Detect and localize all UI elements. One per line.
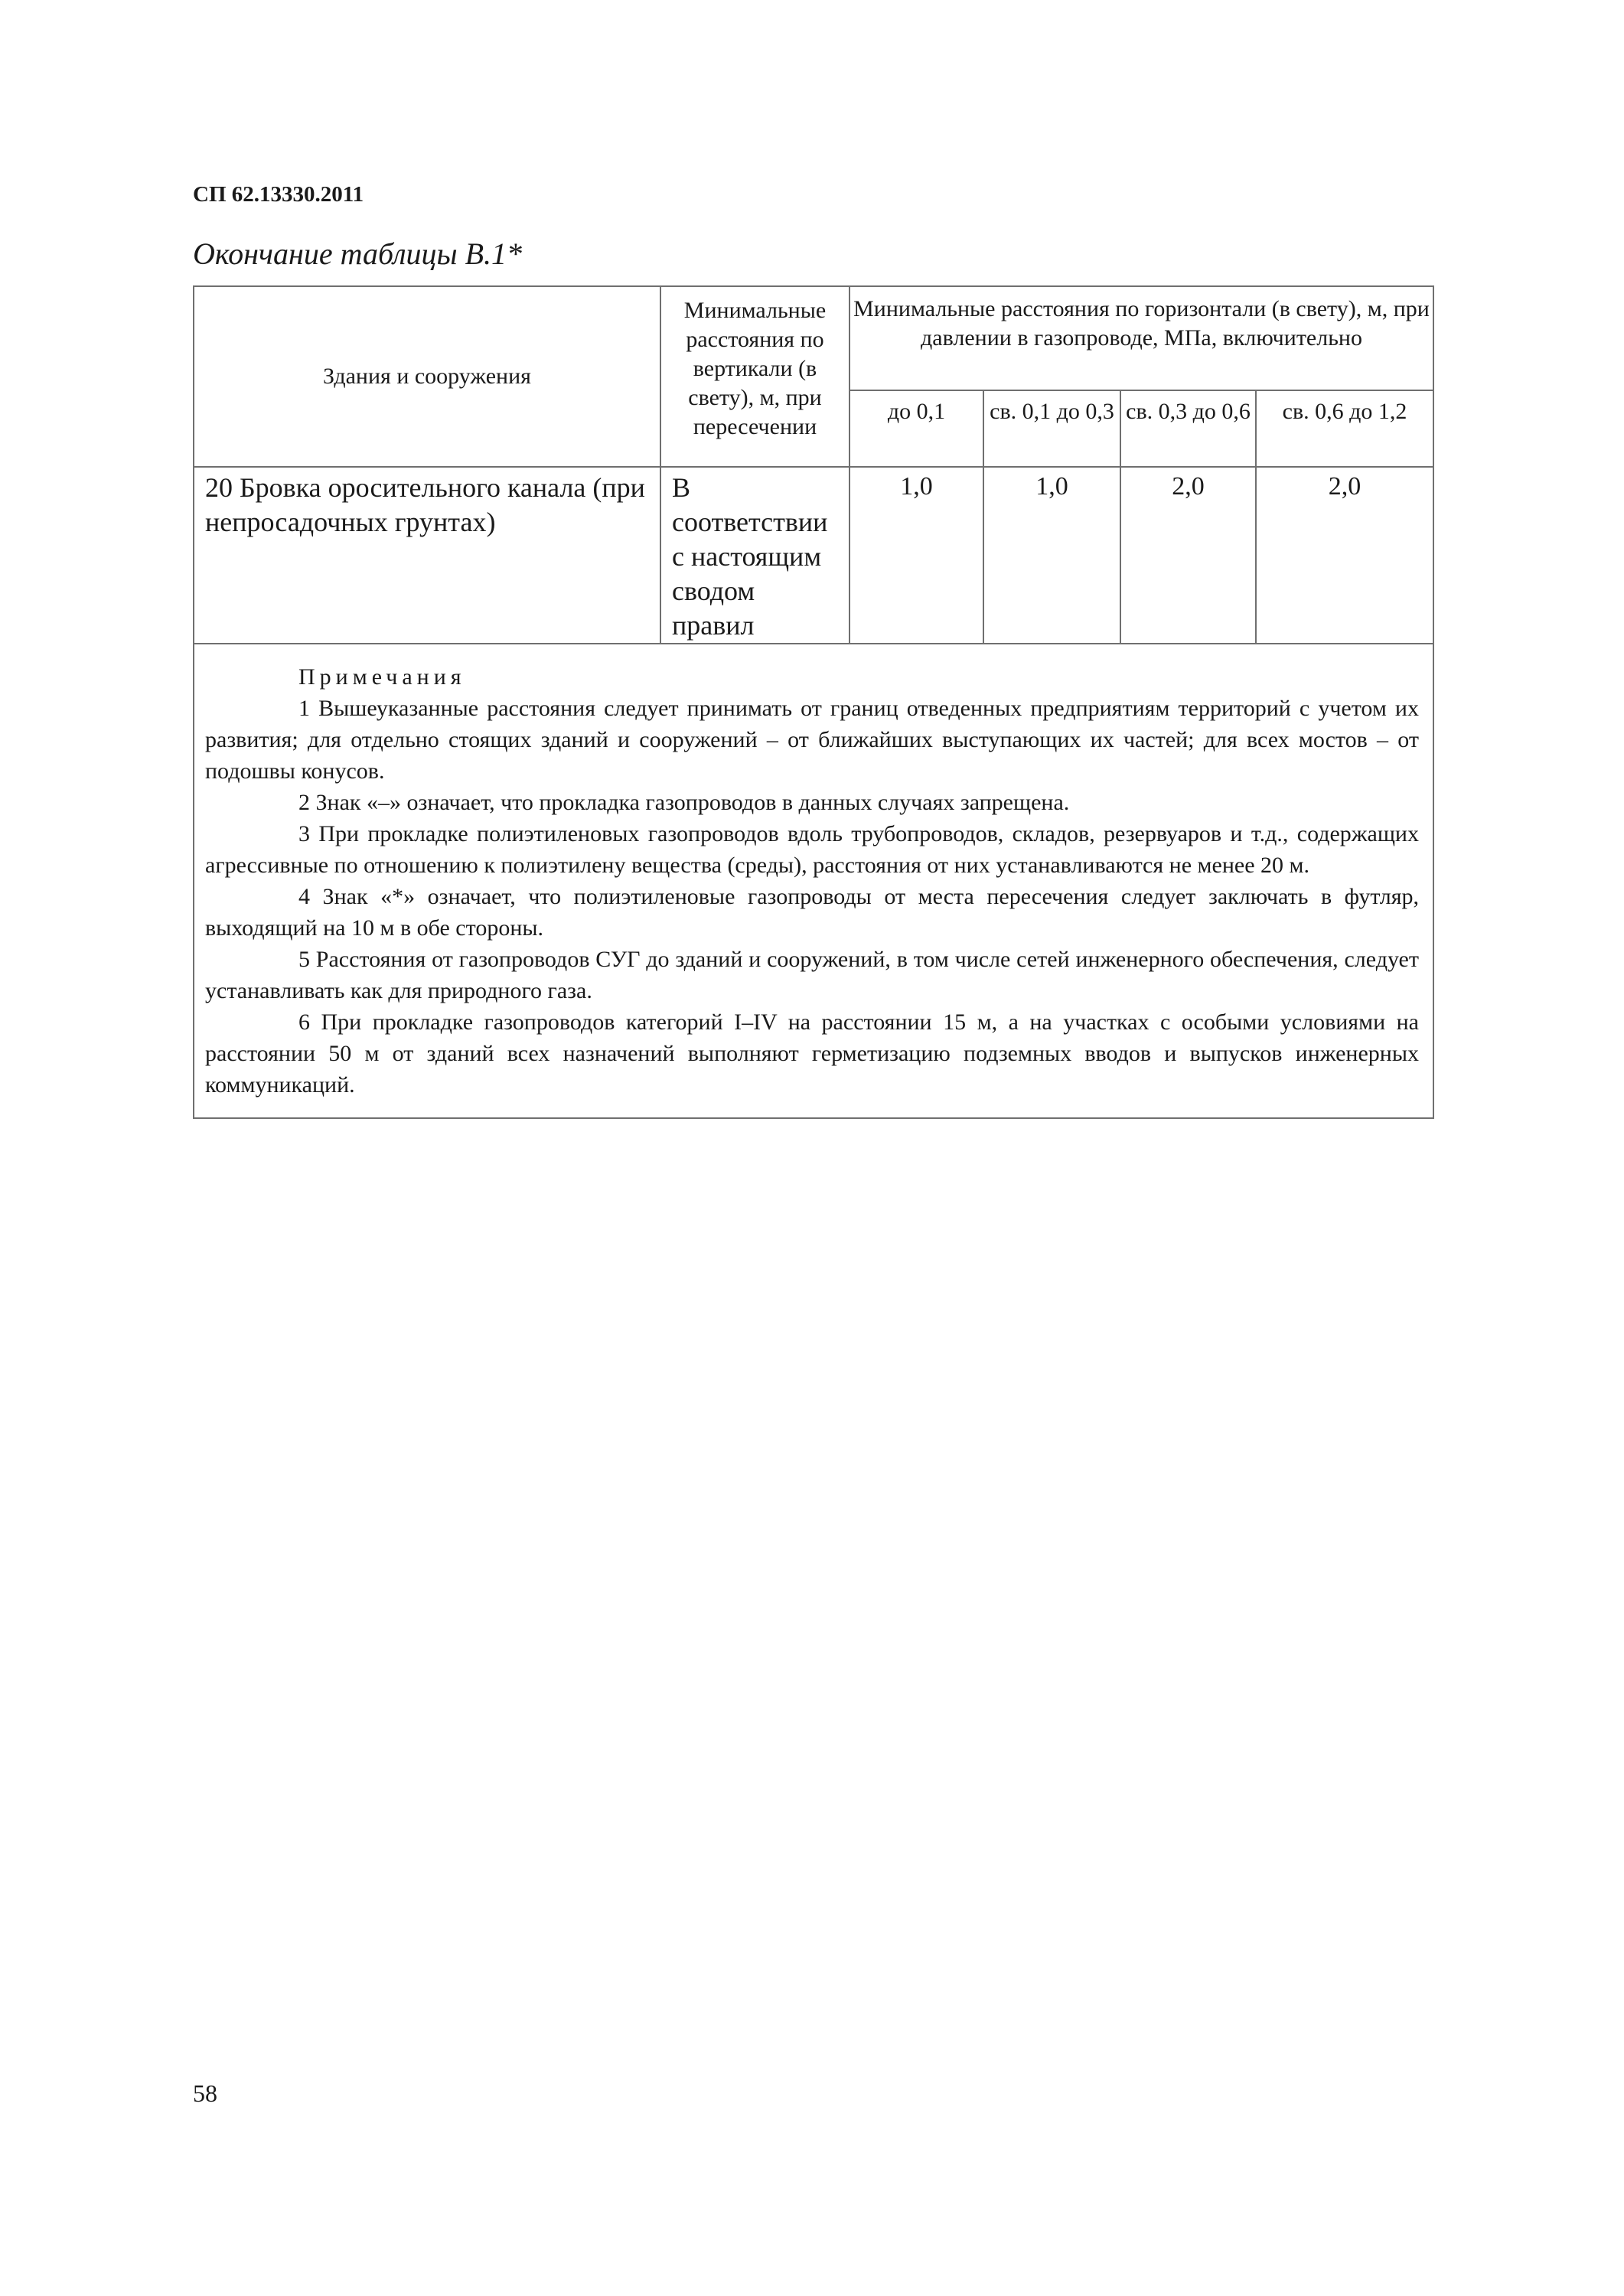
note-item: 4 Знак «*» означает, что полиэтиленовые газопроводы от места пересечения следует заключать в футляр, выходящий на 10 м в обе стороны. [205, 884, 1419, 941]
note-item: 5 Расстояния от газопроводов СУГ до зданий и сооружений, в том числе сетей инженерного обеспечения, следует устанавливать как для природного газа. [205, 947, 1419, 1003]
notes-title: Примечания [298, 664, 466, 690]
note-item: 1 Вышеуказанные расстояния следует принимать от границ отведенных предприятиям территорий с учетом их развития; для отдельно стоящих зданий и сооружений – от ближайших выступающих их частей; для всех мостов – от подошвы конусов. [205, 696, 1419, 784]
notes-row [194, 644, 1433, 1118]
header-pressure-range: св. 0,6 до 1,2 [1256, 390, 1433, 467]
distance-value-cell: 1,0 [983, 467, 1120, 644]
vertical-distance-cell: В соответствии с настоящим сводом правил [660, 467, 850, 644]
header-vertical-distance: Минимальные расстояния по вертикали (в свету), м, при пересечении [660, 286, 850, 467]
header-horizontal-distance: Минимальные расстояния по горизонтали (в свету), м, при давлении в газопроводе, МПа, включительно [850, 286, 1433, 390]
header-buildings: Здания и сооружения [194, 286, 660, 467]
document-code: СП 62.13330.2011 [193, 182, 364, 207]
note-item: 3 При прокладке полиэтиленовых газопроводов вдоль трубопроводов, складов, резервуаров и т.д., содержащих агрессивные по отношению к полиэтилену вещества (среды), расстояния от них устанавливаются не менее 20 м. [205, 821, 1419, 878]
distance-value-cell: 2,0 [1120, 467, 1256, 644]
building-cell: 20 Бровка оросительного канала (при непросадочных грунтах) [194, 467, 660, 644]
header-pressure-range: св. 0,1 до 0,3 [983, 390, 1120, 467]
note-item: 6 При прокладке газопроводов категорий I–IV на расстоянии 15 м, а на участках с особыми условиями на расстоянии 50 м от зданий всех назначений выполняют герметизацию подземных вводов и выпусков инженерных коммуникаций. [205, 1009, 1419, 1097]
distance-value-cell: 2,0 [1256, 467, 1433, 644]
page-number: 58 [193, 2079, 217, 2107]
table-row [194, 467, 1433, 644]
notes-cell [194, 644, 1433, 1118]
note-item: 2 Знак «–» означает, что прокладка газопроводов в данных случаях запрещена. [298, 790, 1070, 815]
table-header-row [194, 286, 1433, 390]
header-pressure-range: св. 0,3 до 0,6 [1120, 390, 1256, 467]
header-pressure-range: до 0,1 [850, 390, 983, 467]
table-caption: Окончание таблицы В.1* [193, 236, 523, 271]
distances-table [193, 285, 1434, 1119]
distance-value-cell: 1,0 [850, 467, 983, 644]
